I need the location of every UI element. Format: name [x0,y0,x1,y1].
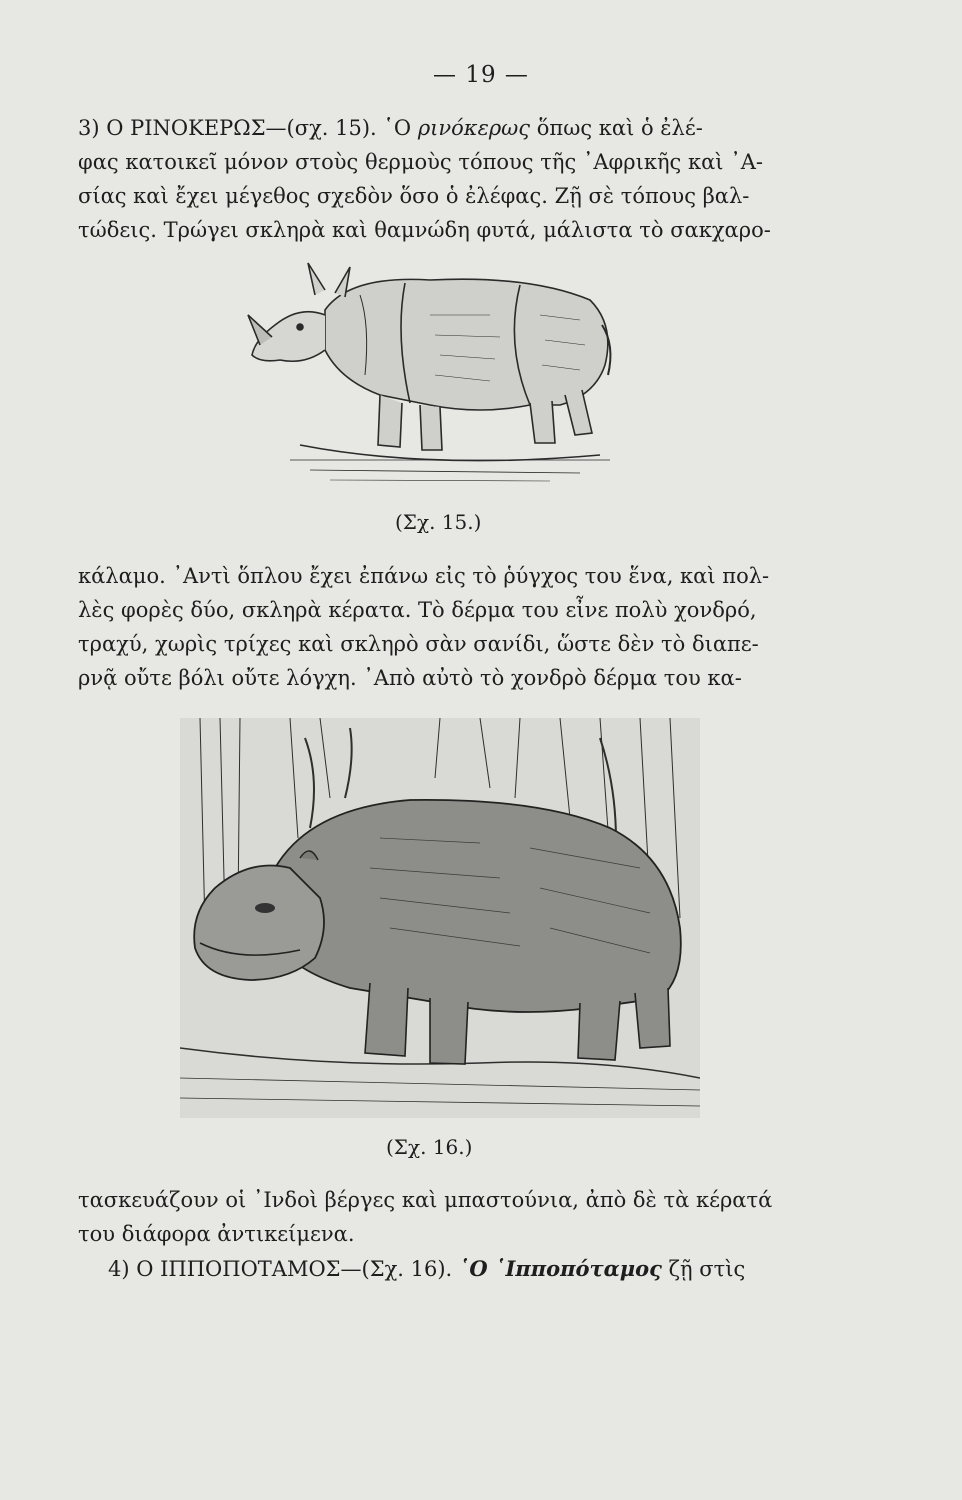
term-hippopotamus: ῾Ο ῾Ιπποπόταμος [458,1256,662,1281]
figure-15-caption: (Σχ. 15.) [395,510,482,534]
section4-heading: 4) Ο ΙΠΠΟΠΟΤΑΜΟΣ—(Σχ. 16). [108,1257,459,1281]
section3-line-2: φας κατοικεῖ μόνον στοὺς θερμοὺς τόπους τῆς ᾿Αφρικῆς καὶ ᾿Α- [78,150,763,174]
figure-16-hippopotamus [180,718,700,1118]
section4-line-rest: ζῇ στὶς [661,1257,746,1281]
paragraph3-line-2: του διάφορα ἀντικείμενα. [78,1222,355,1246]
hippopotamus-engraving-icon [180,718,700,1118]
section4-line-1 [108,1258,806,1280]
paragraph3-line-1: τασκευάζουν οἱ ᾿Ινδοὶ βέργες καὶ μπαστούνια, ἀπὸ δὲ τὰ κέρατά [78,1188,773,1212]
section3-line-1-rest: ὅπως καὶ ὁ ἐλέ- [530,116,703,140]
figure-16-caption: (Σχ. 16.) [386,1135,473,1159]
section3-line-3: σίας καὶ ἔχει μέγεθος σχεδὸν ὅσο ὁ ἐλέφας. Ζῇ σὲ τόπους βαλ- [78,184,750,208]
section3-line-1 [78,118,806,139]
page-number: — 19 — [433,62,529,88]
section3-line-4: τώδεις. Τρώγει σκληρὰ καὶ θαμνώδη φυτά, μάλιστα τὸ σακχαρο- [78,218,771,242]
paragraph2-line-4: ρνᾷ οὔτε βόλι οὔτε λόγχη. ᾿Απὸ αὐτὸ τὸ χονδρὸ δέρμα του κα- [78,666,742,690]
paragraph2-line-2: λὲς φορὲς δύο, σκληρὰ κέρατα. Τὸ δέρμα του εἶνε πολὺ χονδρό, [78,598,757,622]
term-rhinoceros: ρινόκερως [417,116,531,140]
figure-15-rhinoceros [230,255,630,500]
paragraph2-line-3: τραχύ, χωρὶς τρίχες καὶ σκληρὸ σὰν σανίδι, ὥστε δὲν τὸ διαπε- [78,632,759,656]
section3-heading: 3) Ο ΡΙΝΟΚΕΡΩΣ—(σχ. 15). ῾Ο [78,116,418,140]
rhinoceros-engraving-icon [230,255,630,500]
paragraph2-line-1: κάλαμο. ᾿Αντὶ ὅπλου ἔχει ἐπάνω εἰς τὸ ῥύγχος του ἕνα, καὶ πολ- [78,564,770,588]
